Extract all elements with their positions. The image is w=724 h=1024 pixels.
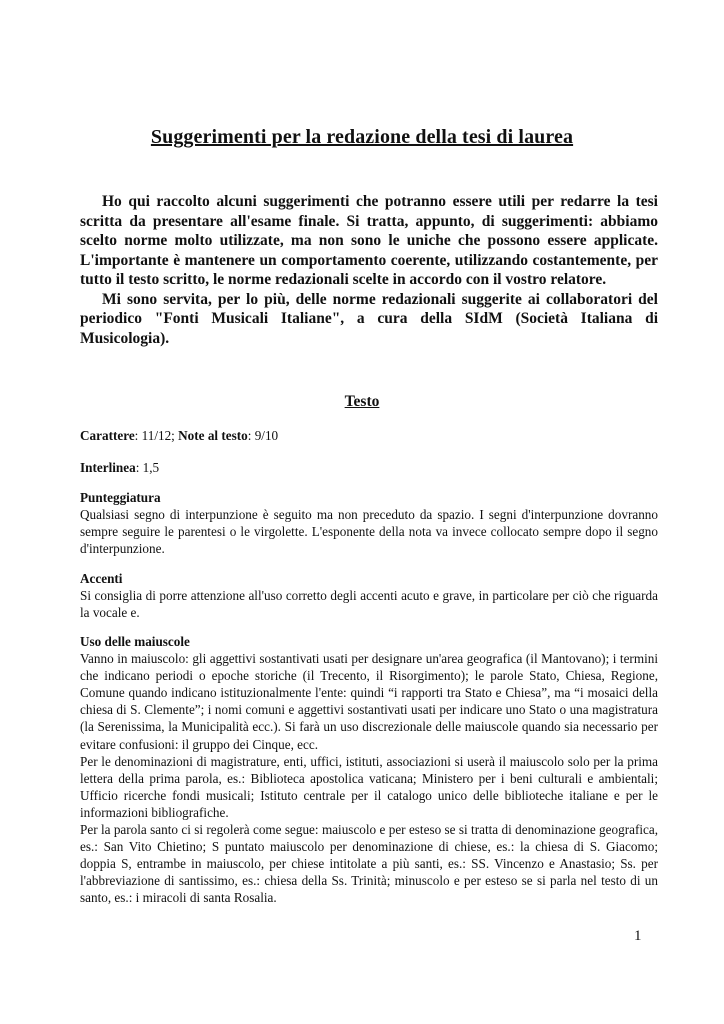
accenti-text: Si consiglia di porre attenzione all'uso corretto degli accenti acuto e grave, in particolare per ciò che riguarda la vocale e.	[80, 588, 658, 621]
interlinea-label: Interlinea	[80, 460, 136, 475]
interlinea-line	[80, 459, 159, 476]
maiuscole-paragraph: Vanno in maiuscolo: gli aggettivi sostantivati usati per designare un'area geografica (il Mantovano); i termini che indicano periodi o epoche storiche (il Trecento, il Risorgimento); le parole Stato, Chiesa, Regione, Comune quando indicano istituzionalmente l'ente: quindi “i rapporti tra Stato e Chiesa”, ma “i mosaici della chiesa di S. Clemente”; i nomi comuni e aggettivi sostantivati usati per indicare uno Stato o una magistratura (la Serenissima, la Municipalità ecc.). Si farà un uso discrezionale delle maiuscole quando sia necessario per evitare confusioni: il gruppo dei Cinque, ecc.	[80, 651, 658, 752]
punteggiatura-heading: Punteggiatura	[80, 490, 161, 505]
page-number: 1	[634, 928, 642, 944]
document-title: Suggerimenti per la redazione della tesi di laurea	[150, 126, 574, 148]
punteggiatura-text: Qualsiasi segno di interpunzione è seguito ma non preceduto da spazio. I segni d'interpunzione dovranno sempre seguire le parentesi o le virgolette. L'esponente della nota va invece collocato sempre dopo il segno d'interpunzione.	[80, 507, 658, 557]
maiuscole-paragraph: Per la parola santo ci si regolerà come segue: maiuscolo e per esteso se si tratta di denominazione geografica, es.: San Vito Chietino; S puntato maiuscolo per denominazione di chiese, es.: la chiesa di S. Giacomo; doppia S, entrambe in maiuscolo, per chiese intitolate a più santi, es.: SS. Vincenzo e Anastasio; Ss. per l'abbreviazione di santissimo, es.: chiesa della Ss. Trinità; minuscolo e per esteso se si parla nel testo di un santo, es.: i miracoli di santa Rosalia.	[80, 822, 658, 906]
carattere-label: Carattere	[80, 428, 135, 443]
intro-paragraph: Ho qui raccolto alcuni suggerimenti che potranno essere utili per redarre la tesi scritta da presentare all'esame finale. Si tratta, appunto, di suggerimenti: abbiamo scelto norme molto utilizzate, ma non sono le uniche che possono essere applicate. L'importante è mantenere un comportamento coerente, utilizzando costantemente, per tutto il testo scritto, le norme redazionali scelte in accordo con il vostro relatore.	[80, 193, 658, 288]
punteggiatura-section	[80, 489, 658, 557]
carattere-line	[80, 427, 278, 444]
accenti-heading: Accenti	[80, 571, 123, 586]
note-value: : 9/10	[247, 428, 279, 443]
maiuscole-paragraph: Per le denominazioni di magistrature, enti, uffici, istituti, associazioni si userà il maiuscolo solo per la prima lettera della prima parola, es.: Biblioteca apostolica vaticana; Ministero per i beni culturali e ambientali; Ufficio ricerche fondi musicali; Istituto centrale per il catalogo unico delle biblioteche italiane e per le informazioni bibliografiche.	[80, 753, 658, 820]
intro-section	[80, 192, 658, 348]
note-label: Note al testo	[178, 428, 248, 443]
intro-paragraph: Mi sono servita, per lo più, delle norme redazionali suggerite ai collaboratori del periodico "Fonti Musicali Italiane", a cura della SIdM (Società Italiana di Musicologia).	[80, 290, 658, 347]
maiuscole-heading: Uso delle maiuscole	[80, 634, 190, 649]
carattere-value: : 11/12;	[134, 428, 179, 443]
maiuscole-section	[80, 633, 658, 907]
accenti-section	[80, 570, 658, 621]
section-title-testo: Testo	[344, 393, 380, 410]
interlinea-value: : 1,5	[135, 460, 160, 475]
